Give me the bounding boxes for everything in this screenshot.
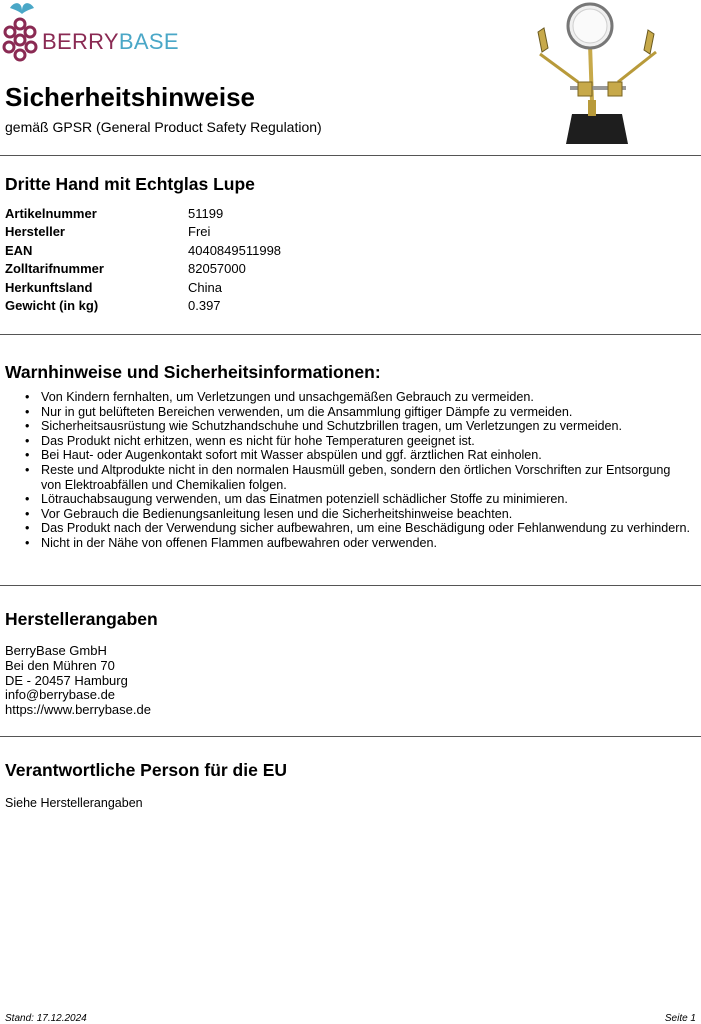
spec-label: EAN [5,242,33,258]
bullet-icon: • [25,462,30,477]
list-item: • Sicherheitsausrüstung wie Schutzhandschuhe und Schutzbrillen tragen, um Verletzungen zu vermeiden. [25,419,623,434]
footer-date: Stand: 17.12.2024 [5,1013,87,1024]
bullet-icon: • [25,506,30,521]
list-item: • Bei Haut- oder Augenkontakt sofort mit Wasser abspülen und ggf. ärztlichen Rat einholen. [25,448,542,463]
list-item: • Nur in gut belüfteten Bereichen verwenden, um die Ansammlung giftiger Dämpfe zu vermeiden. [25,404,573,419]
page-title: Sicherheitshinweise [5,82,255,112]
warnings-list [0,390,700,551]
spec-value: Frei [188,224,211,240]
product-spec-table [5,206,281,316]
list-item: • Vor Gebrauch die Bedienungsanleitung lesen und die Sicherheitshinweise beachten. [25,506,513,521]
list-item: • Reste und Altprodukte nicht in den normalen Hausmüll geben, sondern den örtlichen Vorschriften zur Entsorgung von Elektroabfällen und Chemikalien folgen. [25,462,671,492]
spec-row [5,224,281,242]
list-item: • Das Produkt nicht erhitzen, wenn es nicht für hohe Temperaturen geeignet ist. [25,433,475,448]
bullet-icon: • [25,492,30,507]
raspberry-logo-icon [0,0,42,66]
divider [0,334,701,335]
spec-label: Artikelnummer [5,206,97,221]
list-item: • Das Produkt nach der Verwendung sicher aufbewahren, um eine Beschädigung oder Fehlanwendung zu verhindern. [25,521,690,536]
footer-page-number: Seite 1 [664,1013,696,1024]
bullet-icon: • [25,535,30,550]
spec-label: Gewicht (in kg) [5,297,99,313]
divider [0,155,701,156]
page-subtitle: gemäß GPSR (General Product Safety Regulation) [5,119,322,135]
divider [0,585,701,586]
spec-row [5,280,281,298]
responsible-text: Siehe Herstellerangaben [5,796,143,810]
city-address: DE - 20457 Hamburg [5,672,128,688]
spec-label: Zolltarifnummer [5,261,104,277]
spec-value: 4040849511998 [188,242,282,258]
spec-value: 82057000 [188,261,246,277]
bullet-icon: • [25,448,30,463]
spec-label: Hersteller [5,224,65,240]
street-address: Bei den Mühren 70 [5,657,115,673]
list-item: • Lötrauchabsaugung verwenden, um das Einatmen potenziell schädlicher Stoffe zu minimieren. [25,492,568,507]
responsible-heading: Verantwortliche Person für die EU [5,760,288,780]
bullet-icon: • [25,419,30,434]
spec-label: Herkunftsland [5,279,93,295]
brand-wordmark: BERRYBASE [42,29,179,54]
bullet-icon: • [25,390,30,404]
divider [0,736,701,737]
spec-row [5,206,281,224]
helping-hands-magnifier-icon [530,2,665,147]
website-link[interactable]: https://www.berrybase.de [5,702,151,718]
list-item: • Von Kindern fernhalten, um Verletzungen und unsachgemäßen Gebrauch zu vermeiden. [25,390,534,404]
spec-value: 0.397 [188,297,221,313]
spec-value: 51199 [188,206,224,221]
bullet-icon: • [25,404,30,419]
manufacturer-heading: Herstellerangaben [5,609,158,629]
spec-row [5,243,281,261]
spec-row [5,298,281,316]
bullet-icon: • [25,433,30,448]
spec-value: China [188,279,222,295]
bullet-icon: • [25,521,30,536]
email-link[interactable]: info@berrybase.de [5,687,116,703]
list-item: • Nicht in der Nähe von offenen Flammen aufbewahren oder verwenden. [25,535,438,550]
manufacturer-address [5,644,151,718]
company-name: BerryBase GmbH [5,643,107,658]
product-name: Dritte Hand mit Echtglas Lupe [5,174,255,194]
spec-row [5,261,281,279]
brand-logo [0,0,200,66]
warnings-heading: Warnhinweise und Sicherheitsinformationen: [5,362,381,382]
